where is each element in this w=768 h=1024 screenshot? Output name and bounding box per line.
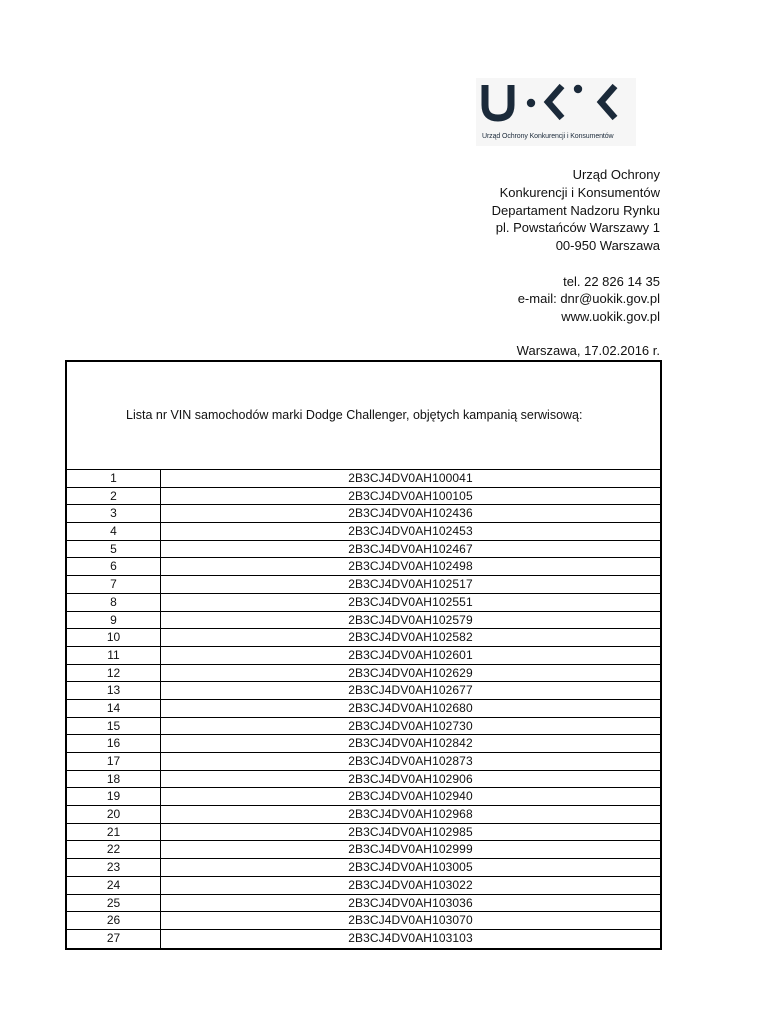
row-number: 13 — [67, 682, 161, 699]
vin-cell: 2B3CJ4DV0AH103005 — [348, 860, 473, 875]
table-row — [67, 824, 660, 842]
row-number: 6 — [67, 558, 161, 575]
table-row — [67, 488, 660, 506]
address-line: Konkurencji i Konsumentów — [499, 184, 660, 200]
vin-cell: 2B3CJ4DV0AH102999 — [348, 842, 473, 857]
email-line: e-mail: dnr@uokik.gov.pl — [517, 291, 660, 307]
vin-cell: 2B3CJ4DV0AH102517 — [348, 577, 473, 592]
document-date: Warszawa, 17.02.2016 r. — [516, 343, 660, 358]
vin-cell: 2B3CJ4DV0AH102551 — [348, 594, 473, 609]
uokik-logo-mark — [476, 78, 636, 132]
phone-line: tel. 22 826 14 35 — [563, 273, 660, 289]
table-row — [67, 558, 660, 576]
vin-cell: 2B3CJ4DV0AH103022 — [348, 877, 473, 892]
vin-cell: 2B3CJ4DV0AH102498 — [348, 559, 473, 574]
table-row — [67, 930, 660, 948]
row-number: 8 — [67, 594, 161, 611]
vin-cell: 2B3CJ4DV0AH102436 — [348, 506, 473, 521]
row-number: 3 — [67, 505, 161, 522]
row-number: 27 — [67, 930, 161, 948]
uokik-logo — [476, 78, 636, 146]
vin-cell: 2B3CJ4DV0AH103103 — [348, 930, 473, 945]
table-row — [67, 859, 660, 877]
row-number: 4 — [67, 523, 161, 540]
table-row — [67, 877, 660, 895]
vin-cell: 2B3CJ4DV0AH102453 — [348, 524, 473, 539]
row-number: 7 — [67, 576, 161, 593]
table-row — [67, 682, 660, 700]
vin-cell: 2B3CJ4DV0AH102579 — [348, 612, 473, 627]
vin-cell: 2B3CJ4DV0AH102582 — [348, 630, 473, 645]
table-row — [67, 788, 660, 806]
sender-address — [360, 166, 660, 326]
table-title: Lista nr VIN samochodów marki Dodge Challenger, objętych kampanią serwisową: — [126, 408, 583, 422]
row-number: 17 — [67, 753, 161, 770]
row-number: 22 — [67, 841, 161, 858]
row-number: 1 — [67, 470, 161, 487]
row-number: 5 — [67, 541, 161, 558]
table-row — [67, 647, 660, 665]
vin-cell: 2B3CJ4DV0AH102677 — [348, 683, 473, 698]
table-row — [67, 735, 660, 753]
vin-cell: 2B3CJ4DV0AH103036 — [348, 895, 473, 910]
logo-caption: Urząd Ochrony Konkurencji i Konsumentów — [482, 133, 614, 140]
row-number: 26 — [67, 912, 161, 929]
vin-cell: 2B3CJ4DV0AH102730 — [348, 718, 473, 733]
vin-cell: 2B3CJ4DV0AH102629 — [348, 665, 473, 680]
row-number: 23 — [67, 859, 161, 876]
row-number: 15 — [67, 718, 161, 735]
table-row — [67, 718, 660, 736]
vin-cell: 2B3CJ4DV0AH102968 — [348, 807, 473, 822]
vin-cell: 2B3CJ4DV0AH100041 — [348, 471, 473, 485]
row-number: 19 — [67, 788, 161, 805]
spacer — [360, 255, 660, 273]
table-row — [67, 505, 660, 523]
vin-table — [65, 360, 662, 950]
row-number: 25 — [67, 895, 161, 912]
row-number: 14 — [67, 700, 161, 717]
row-number: 21 — [67, 824, 161, 841]
table-row — [67, 594, 660, 612]
address-line: pl. Powstańców Warszawy 1 — [495, 220, 660, 236]
table-row — [67, 523, 660, 541]
table-row — [67, 576, 660, 594]
vin-cell: 2B3CJ4DV0AH103070 — [348, 913, 473, 928]
row-number: 11 — [67, 647, 161, 664]
table-row — [67, 700, 660, 718]
address-line: 00-950 Warszawa — [555, 238, 660, 254]
vin-cell: 2B3CJ4DV0AH102680 — [348, 700, 473, 715]
row-number: 18 — [67, 771, 161, 788]
table-rows — [67, 470, 660, 948]
table-row — [67, 912, 660, 930]
vin-cell: 2B3CJ4DV0AH102985 — [348, 824, 473, 839]
vin-cell: 2B3CJ4DV0AH102842 — [348, 736, 473, 751]
table-row — [67, 771, 660, 789]
row-number: 12 — [67, 665, 161, 682]
row-number: 2 — [67, 488, 161, 505]
table-row — [67, 541, 660, 559]
row-number: 24 — [67, 877, 161, 894]
table-row — [67, 612, 660, 630]
row-number: 16 — [67, 735, 161, 752]
row-number: 9 — [67, 612, 161, 629]
table-row — [67, 470, 660, 488]
address-line: Urząd Ochrony — [572, 167, 660, 182]
table-header — [67, 362, 660, 470]
table-row — [67, 753, 660, 771]
vin-cell: 2B3CJ4DV0AH102873 — [348, 754, 473, 768]
table-row — [67, 629, 660, 647]
table-row — [67, 806, 660, 824]
table-row — [67, 841, 660, 859]
address-line: Departament Nadzoru Rynku — [491, 202, 660, 218]
vin-cell: 2B3CJ4DV0AH102940 — [348, 789, 473, 804]
table-row — [67, 895, 660, 913]
vin-cell: 2B3CJ4DV0AH100105 — [348, 488, 473, 503]
table-row — [67, 665, 660, 683]
vin-cell: 2B3CJ4DV0AH102467 — [348, 541, 473, 556]
vin-cell: 2B3CJ4DV0AH102601 — [348, 647, 473, 662]
vin-cell: 2B3CJ4DV0AH102906 — [348, 771, 473, 786]
website-line: www.uokik.gov.pl — [561, 309, 660, 325]
row-number: 10 — [67, 629, 161, 646]
row-number: 20 — [67, 806, 161, 823]
